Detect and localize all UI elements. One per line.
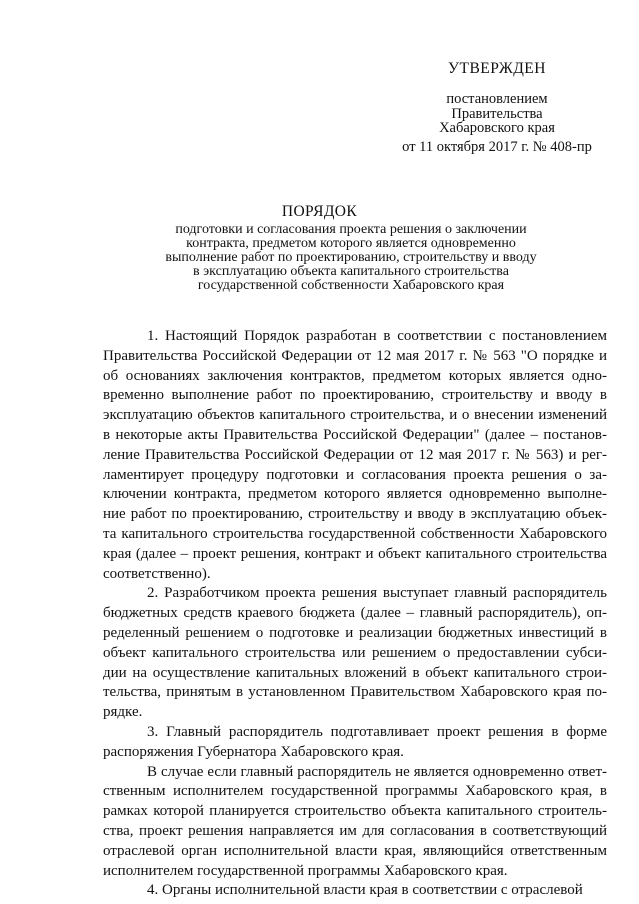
document-subtitle [140,223,562,293]
subtitle-line: выполнение работ по проектированию, строительству и вводу [165,250,537,265]
paragraph-line: исполнителем государственной программы Хабаровского края. [103,862,508,879]
paragraph-line: ключении контракта, предметом которого является одновременно выполне- [103,486,607,503]
approval-date: от 11 октября 2017 г. № 408-пр [402,138,592,155]
paragraph [103,881,607,901]
paragraph-line: 4. Органы исполнительной власти края в соответствии с отраслевой [147,882,583,899]
paragraph [103,584,607,723]
paragraph-line: ределенный решением о подготовке и реализации бюджетных инвестиций в [103,624,607,641]
document-body [103,327,607,901]
paragraph-line: соответственно). [103,565,211,582]
paragraph-line: распоряжения Губернатора Хабаровского края. [103,743,404,760]
paragraph-line: об основаниях заключения контрактов, предметом которых является одно- [103,367,607,384]
paragraph-line: в некоторые акты Правительства Российской Федерации" (далее – постанов- [103,426,607,443]
subtitle-line: подготовки и согласования проекта решения о заключении [175,222,527,237]
approval-title: УТВЕРЖДЕН [448,60,546,77]
paragraph-line: 3. Главный распорядитель подготавливает проект решения в форме [147,723,607,740]
paragraph-line: рамках которой планируется строительство объекта капитального строитель- [103,803,607,820]
subtitle-line: в эксплуатацию объекта капитального строительства [193,264,509,279]
paragraph-line: 1. Настоящий Порядок разработан в соответствии с постановлением [147,328,607,344]
paragraph-line: дии на осуществление капитальных вложений в объект капитального строи- [103,664,607,681]
approval-line: Правительства [451,105,543,122]
paragraph-line: В случае если главный распорядитель не является одновременно ответ- [147,763,607,780]
paragraph [103,723,607,763]
paragraph-line: ства, проект решения направляется им для согласования в соответствующий [103,822,607,839]
approval-line: постановлением [446,91,548,107]
paragraph-line: тельства, принятым в установленном Правительством Хабаровского края по- [103,684,607,701]
document-title: ПОРЯДОК [281,203,358,220]
paragraph-line: та капитального строительства государственной собственности Хабаровского [103,525,607,542]
paragraph-line: Правительства Российской Федерации от 12 мая 2017 г. № 563 "О порядке и [103,347,607,364]
paragraph [103,327,607,584]
paragraph-line: 2. Разработчиком проекта решения выступает главный распорядитель [147,585,607,602]
approval-line: Хабаровского края [439,120,555,136]
paragraph-line: ственным исполнителем государственной программы Хабаровского края, в [103,783,607,800]
subtitle-line: контракта, предметом которого является одновременно [186,236,516,251]
approval-stamp [382,58,612,154]
subtitle-line: государственной собственности Хабаровского края [197,278,505,293]
paragraph [103,763,607,882]
paragraph-line: объект капитального строительства или решением о предоставлении субси- [103,644,607,661]
paragraph-line: края (далее – проект решения, контракт и объект капитального строительства [103,545,607,562]
paragraph-line: эксплуатацию объектов капитального строительства, и о внесении изменений [103,407,607,424]
paragraph-line: рядке. [103,704,143,721]
paragraph-line: временно выполнение работ по проектированию, строительству и вводу в [103,387,607,404]
paragraph-line: ние работ по проектированию, строительству и вводу в эксплуатацию объек- [103,506,607,523]
paragraph-line: отраслевой орган исполнительной власти края, являющийся ответственным [103,842,607,859]
paragraph-line: ление Правительства Российской Федерации от 12 мая 2017 г. № 563) и рег- [103,446,607,463]
paragraph-line: бюджетных средств краевого бюджета (далее – главный распорядитель), оп- [103,605,607,622]
paragraph-line: ламентирует процедуру подготовки и согласования проекта решения о за- [103,466,607,483]
